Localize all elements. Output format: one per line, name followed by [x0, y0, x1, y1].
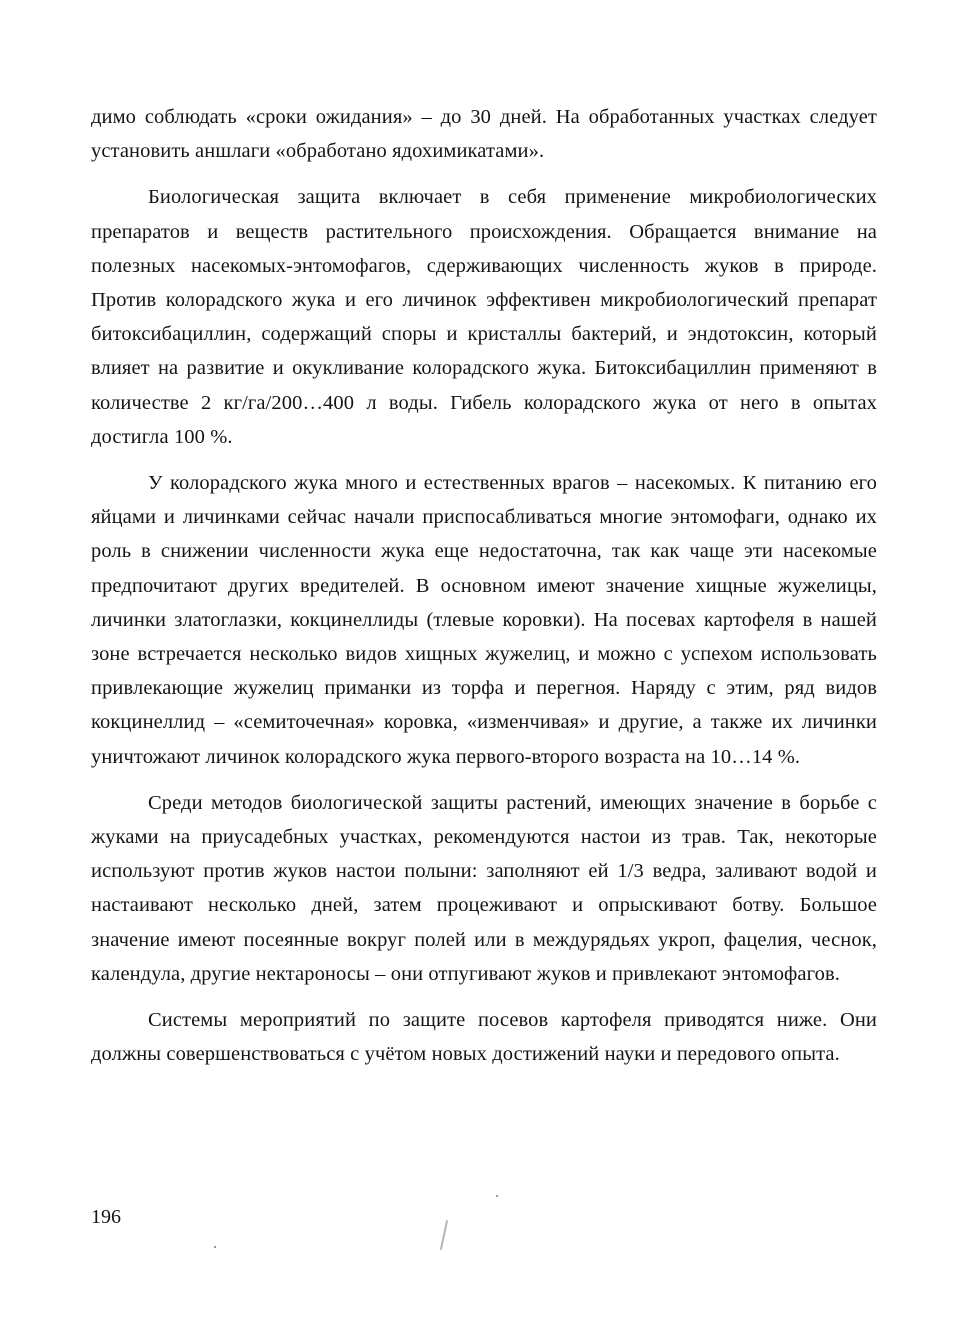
- body-text: [91, 100, 877, 1083]
- paragraph-natural-enemies: У колорадского жука много и естественных врагов – насекомых. К питанию его яйцами и личинками сейчас начали приспосабливаться многие энтомофаги, однако их роль в снижении численности жука еще недостаточна, так как чаще эти насекомые предпочитают других вредителей. В основном имеют значение хищные жужелицы, личинки златоглазки, кокцинеллиды (тлевые коровки). На посевах картофеля в нашей зоне встречается несколько видов хищных жужелиц, и можно с успехом использовать привлекающие жужелиц приманки из торфа и перегноя. Наряду с этим, ряд видов кокцинеллид – «семиточечная» коровка, «изменчивая» и другие, а также их личинки уничтожают личинок колорадского жука первого-второго возраста на 10…14 %.: [91, 472, 877, 768]
- scan-artifact: [496, 1195, 498, 1197]
- paragraph-herbal-infusions: Среди методов биологической защиты растений, имеющих значение в борьбе с жуками на приусадебных участках, рекомендуются настои из трав. Так, некоторые используют против жуков настои полыни: заполняют ей 1/3 ведра, заливают водой и настаивают несколько дней, затем процеживают и опрыскивают ботву. Большое значение имеют посеянные вокруг полей или в междурядьях укроп, фацелия, чеснок, календула, другие нектароносы – они отпугивают жуков и привлекают энтомофагов.: [91, 791, 877, 985]
- scan-artifact: [214, 1246, 216, 1248]
- paragraph-biological-protection: Биологическая защита включает в себя применение микробиологических препаратов и веществ растительного происхождения. Обращается внимание на полезных насекомых-энтомофагов, сдерживающих численность жуков в природе. Против колорадского жука и его личинок эффективен микробиологический препарат битоксибациллин, содержащий споры и кристаллы бактерий, и эндотоксин, который влияет на развитие и окукливание колорадского жука. Битоксибациллин применяют в количестве 2 кг/га/200…400 л воды. Гибель колорадского жука от него в опытах достигла 100 %.: [91, 186, 877, 448]
- page-number: 196: [91, 1206, 121, 1228]
- paragraph-protection-systems: Системы мероприятий по защите посевов картофеля приводятся ниже. Они должны совершенствоваться с учётом новых достижений науки и передового опыта.: [91, 1009, 877, 1066]
- scan-artifact: [440, 1220, 448, 1250]
- paragraph-continuation: димо соблюдать «сроки ожидания» – до 30 дней. На обработанных участках следует установить аншлаги «обработано ядохимикатами».: [91, 106, 877, 163]
